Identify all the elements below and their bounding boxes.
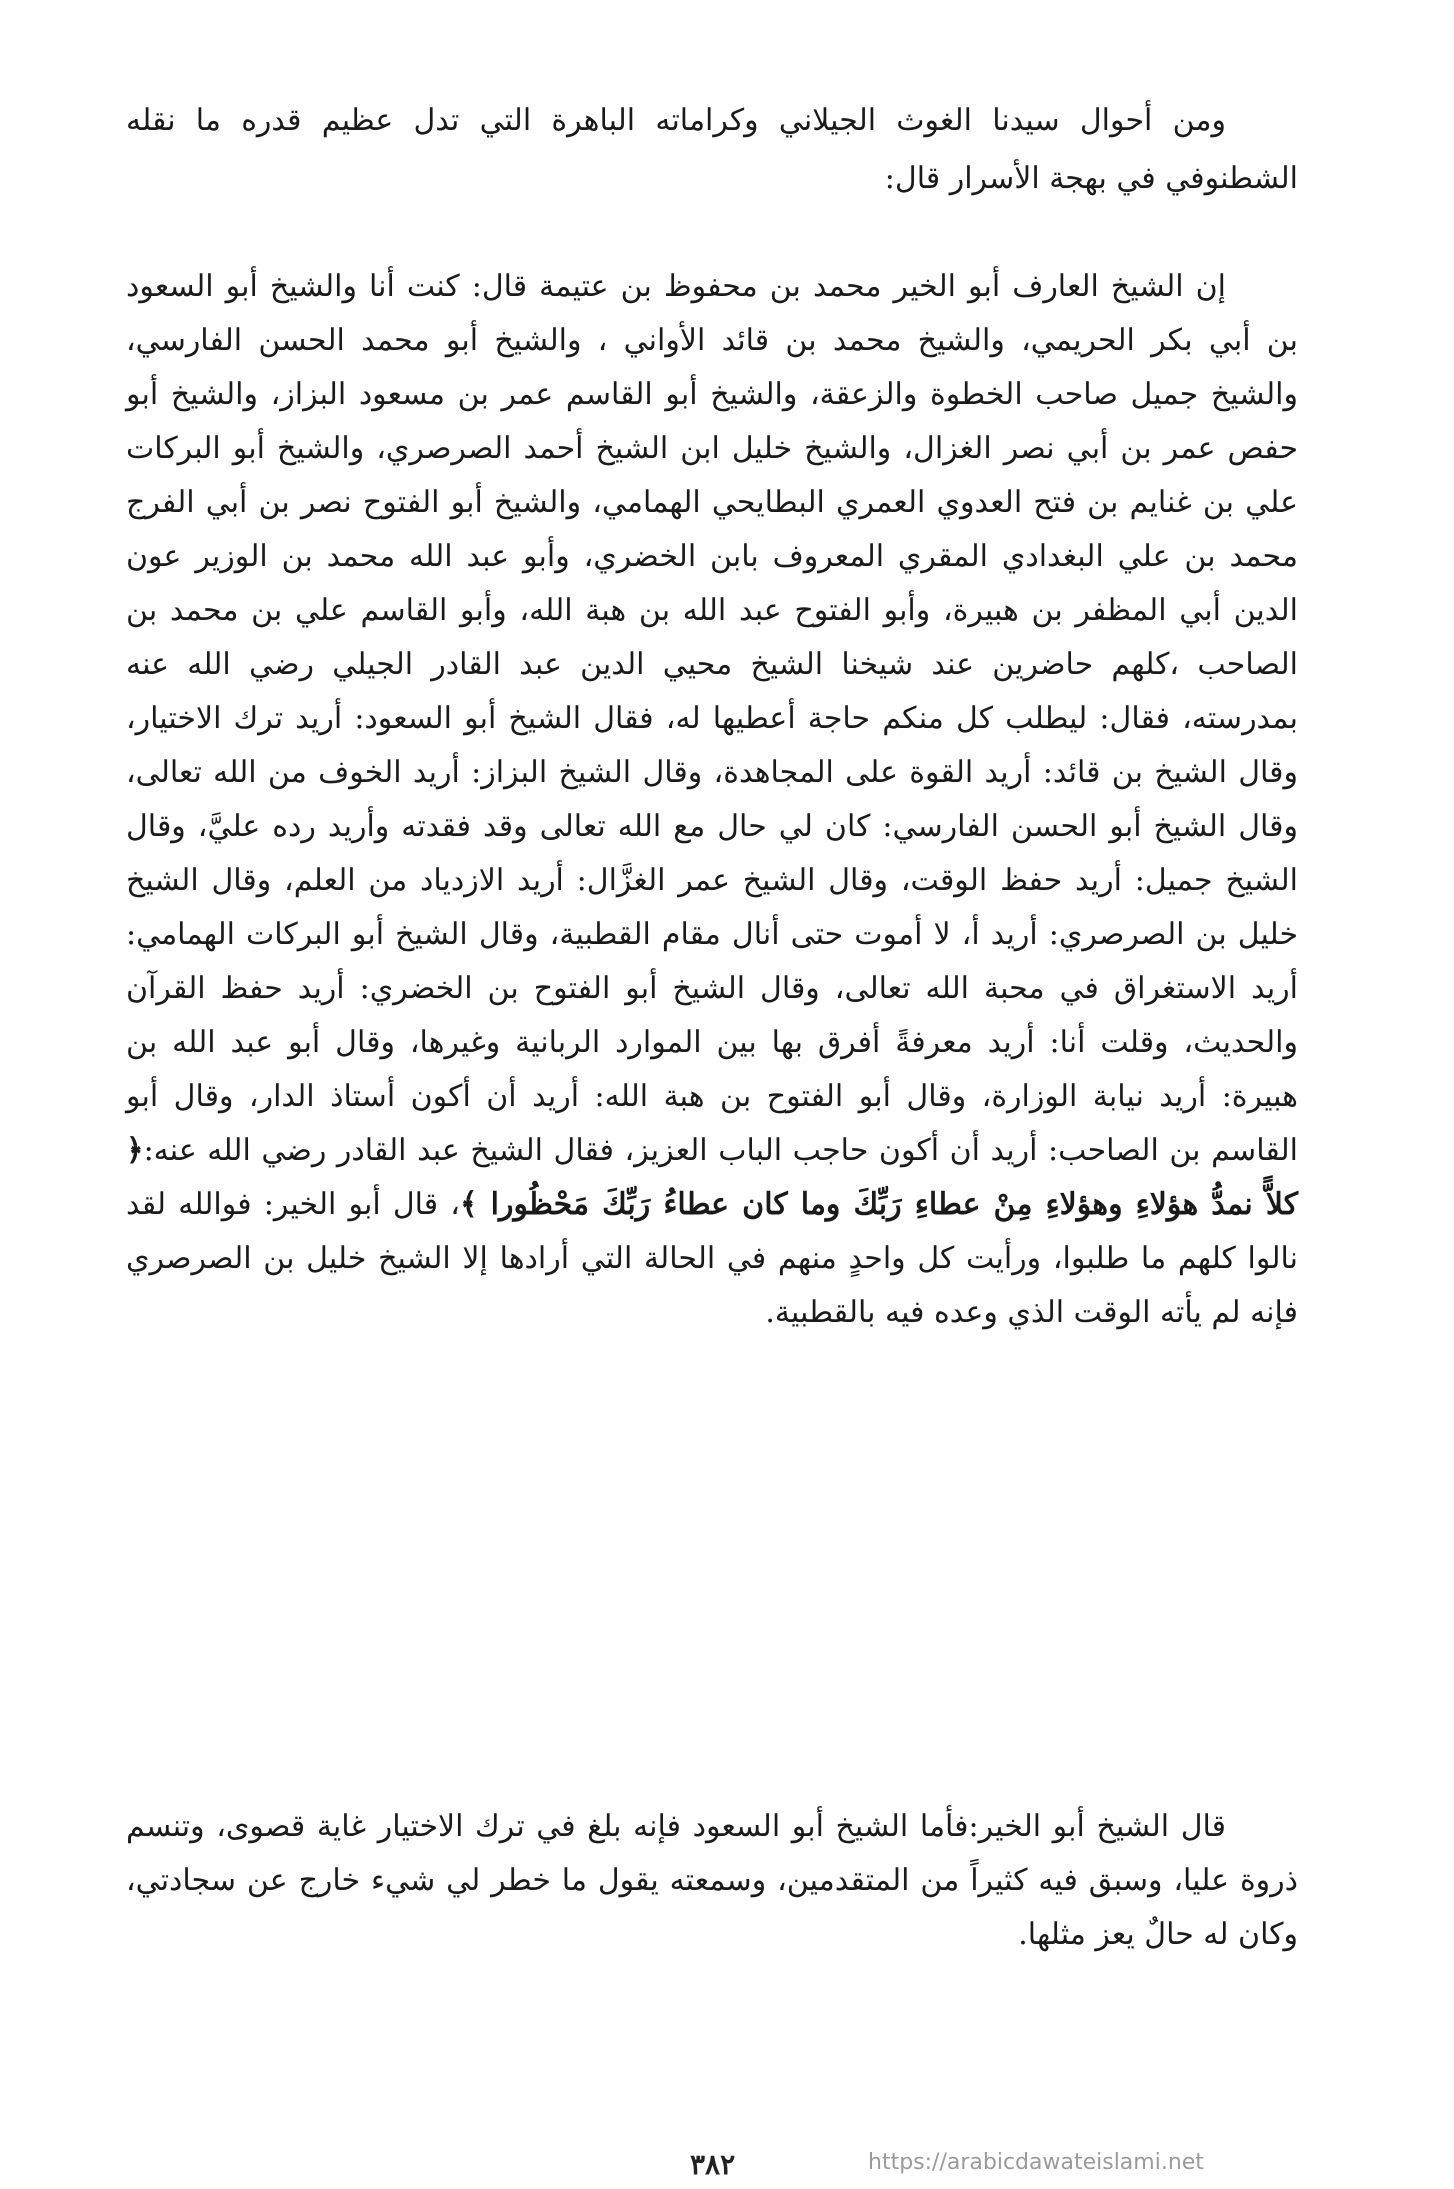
page-number: ٣٨٢ (690, 2148, 736, 2181)
main-paragraph-ending: ، قال أبو الخير: فوالله لقد نالوا كلهم ما طلبوا، ورأيت كل واحدٍ منهم في الحالة التي أرادها إلا الشيخ خليل بن الصرصري فإنه لم يأته الوقت الذي وعده فيه بالقطبية. (126, 1187, 1298, 1330)
watermark-url: https://arabicdawateislami.net (868, 2150, 1204, 2175)
closing-paragraph: قال الشيخ أبو الخير:فأما الشيخ أبو السعود فإنه بلغ في ترك الاختيار غاية قصوى، وتنسم ذروة عليا، وسبق فيه كثيراً من المتقدمين، وسمعته يقول ما خطر لي شيء خارج عن سجادتي، وكان له حالٌ يعز مثلها. (126, 1809, 1298, 1952)
page-footer (0, 2148, 1454, 2188)
quran-verse: ﴿ كلاًّ نمدُّ هؤلاءِ وهؤلاءِ مِنْ عطاءِ رَبِّكَ وما كان عطاءُ رَبِّكَ مَحْظُورا ﴾ (126, 1133, 1298, 1222)
main-paragraph-text: إن الشيخ العارف أبو الخير محمد بن محفوظ بن عتيمة قال: كنت أنا والشيخ أبو السعود بن أبي بكر الحريمي، والشيخ محمد بن قائد الأواني ، والشيخ أبو محمد الحسن الفارسي، والشيخ جميل صاحب الخطوة والزعقة، والشيخ أبو القاسم عمر بن مسعود البزاز، والشيخ أبو حفص عمر بن أبي نصر الغزال، والشيخ خليل ابن الشيخ أحمد الصرصري، والشيخ أبو البركات علي بن غنايم بن فتح العدوي العمري البطايحي الهمامي، والشيخ أبو الفتوح نصر بن أبي الفرج محمد بن علي البغدادي المقري المعروف بابن الخضري، وأبو عبد الله محمد بن الوزير عون الدين أبي المظفر بن هبيرة، وأبو الفتوح عبد الله بن هبة الله، وأبو القاسم علي بن محمد بن الصاحب ،كلهم حاضرين عند شيخنا الشيخ محيي الدين عبد القادر الجيلي رضي الله عنه بمدرسته، فقال: ليطلب كل منكم حاجة أعطيها له، فقال الشيخ أبو السعود: أريد ترك الاختيار، وقال الشيخ بن قائد: أريد القوة على المجاهدة، وقال الشيخ البزاز: أريد الخوف من الله تعالى، وقال الشيخ أبو الحسن الفارسي: كان لي حال مع الله تعالى وقد فقدته وأريد رده عليَّ، وقال الشيخ جميل: أريد حفظ الوقت، وقال الشيخ عمر الغزَّال: أريد الازدياد من العلم، وقال الشيخ خليل بن الصرصري: أريد أ، لا أموت حتى أنال مقام القطبية، وقال الشيخ أبو البركات الهمامي: أريد الاستغراق في محبة الله تعالى، وقال الشيخ أبو الفتوح بن الخضري: أريد حفظ القرآن والحديث، وقلت أنا: أريد معرفةً أفرق بها بين الموارد الربانية وغيرها، وقال أبو عبد الله بن هبيرة: أريد نيابة الوزارة، وقال أبو الفتوح بن هبة الله: أريد أن أكون أستاذ الدار، وقال أبو القاسم بن الصاحب: أريد أن أكون حاجب الباب العزيز، فقال الشيخ عبد القادر رضي الله عنه: (126, 269, 1299, 1168)
main-paragraph (126, 260, 1298, 1340)
intro-paragraph: ومن أحوال سيدنا الغوث الجيلاني وكراماته الباهرة التي تدل عظيم قدره ما نقله الشطنوفي في بهجة الأسرار قال: (126, 103, 1298, 196)
